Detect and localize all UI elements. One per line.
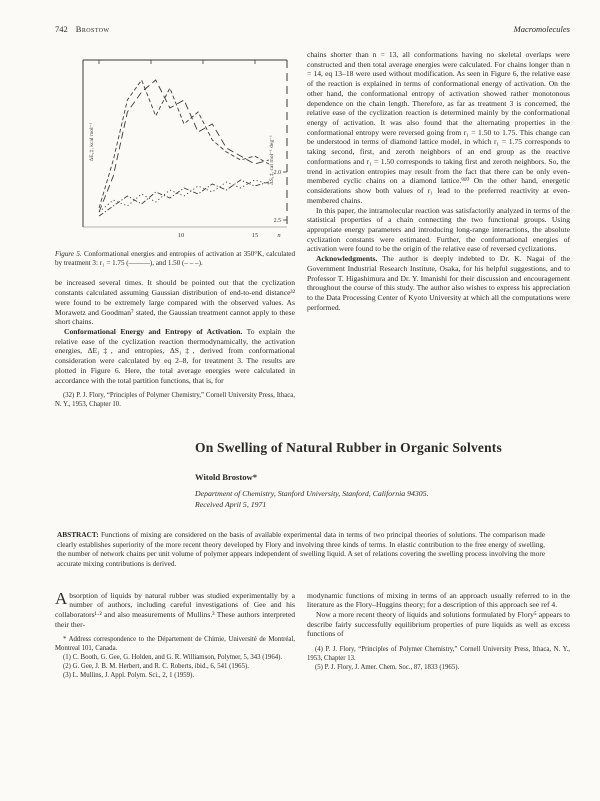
x-tick-label-15: 15: [251, 232, 259, 239]
article2-right-footnotes: [307, 646, 570, 672]
journal-name: Macromolecules: [513, 24, 570, 34]
footnote-3: (3) L. Mullins, J. Appl. Polym. Sci., 2, 1 (1959).: [63, 671, 195, 679]
paragraph: In this paper, the intramolecular reaction was satisfactorily analyzed in terms of the statistical properties of a chain connecting the two functional groups. Using appropriate energy parameters and introducing long-range interactions, the absolute cyclization constants were estimated. Further, the conformational energies of activation were found to be the origin of the relative ease of reversed cyclizations.: [307, 205, 570, 254]
paragraph-text: To explain the relative ease of the cyclization reaction thermodynamically, the activation energies, ΔE₁‡, and entropies, ΔS₁‡, derived from conformational consideration were calculated by eq 2–8, for treatment 3. The results are plotted in Figure 6. Here, the total average energies were calculated in accordance with the total partition functions, that is, for: [55, 327, 295, 385]
chart-series-line: [99, 180, 269, 216]
article1-columns: [55, 50, 570, 410]
article-title: On Swelling of Natural Rubber in Organic Solvents: [195, 440, 502, 455]
x-tick-label-10: 10: [177, 232, 185, 239]
acknowledgments-text: The author is deeply indebted to Dr. K. Nagai of the Government Industrial Research Institute, Osaka, for his helpful suggestions, and to Professor T. Higashimura and Dr. Y. Imanishi for their discussion and encouragement throughout the course of this study. The author also wishes to express his appreciation to the Data Processing Center of Kyoto University at which all the computations were performed.: [307, 254, 570, 312]
right-axis-label: ΔS₁‡, cal mol⁻¹ deg⁻¹: [269, 135, 275, 185]
article2-right-text: [307, 591, 570, 640]
right-tick-label-b: 2.5: [273, 218, 281, 224]
inline-section-heading: Conformational Energy and Entropy of Activation.: [64, 327, 243, 337]
article1-left-text: [55, 278, 295, 385]
abstract-text: Functions of mixing are considered on the basis of available experimental data in terms of two principal theories of solutions. The comparison made clearly establishes superiority of the more recent theory developed by Flory and involving three kinds of terms. In elastic contribution to the free energy of swelling, the number of network chains per unit volume of polymer appears independent of swelling liquid. A set of relations covering the swelling process involving the more accurate mixing contributions is derived.: [57, 530, 545, 568]
x-axis-label: n: [277, 232, 281, 239]
opening-paragraph: [55, 588, 295, 630]
paragraph: be increased several times. It should be pointed out that the cyclization constants calculated assuming Gaussian distribution of end-to-end distance³² were found to be extremely large compared with the observed values. As Morawetz and Goodman⁷ stated, the Gaussian treatment cannot apply to these short chains.: [55, 278, 295, 327]
article-affiliation: [195, 489, 570, 510]
article2-right-column: [307, 591, 570, 681]
affiliation-line: Department of Chemistry, Stanford University, Stanford, California 94305.: [195, 489, 429, 498]
figure-5-plot: [55, 50, 295, 240]
figure-5-caption-label: Figure 5.: [55, 250, 82, 258]
footnote-1: (1) C. Booth, G. Gee, G. Holden, and G. R. Williamson, Polymer, 5, 343 (1964).: [63, 654, 283, 662]
article2-left-footnotes: [55, 636, 295, 680]
abstract-label: ABSTRACT:: [57, 530, 99, 540]
article1-footnotes: [55, 392, 295, 410]
paragraph: chains shorter than n = 13, all conformations having no skeletal overlaps were constructed and then total average energies were calculated. For chains longer than n = 14, eq 13–18 were used without modification. As seen in Figure 6, the relative ease of the reaction is explained in terms of conformational energy of activation. On the other hand, the conformational entropy of activation showed rather monotonous dependence on the chain length. Therefore, as far as treatment 3 is concerned, the relative ease of the cyclization reaction is determined mainly by the conformational energy of activation. It was also found that the alternating properties in the conformational entropy were reversed going from r₁ = 1.50 to 1.75. This change can be understood in terms of diamond lattice model, in which r₁ = 1.75 corresponds to taking second, first, and zeroth neighbors of an end group as the reactive conformations and r₁ = 1.50 corresponds to taking first and zeroth neighbors. So, the trend in activation entropies may result from the fact that there can be only even-membered cyclic chains on a diamond lattice.⁹¹⁰ On the other hand, energetic considerations show both values of r₁ lead to the preferred reactivity at even-membered chains.: [307, 50, 570, 205]
article1-right-column: [307, 50, 570, 410]
received-date: Received April 5, 1971: [195, 499, 267, 509]
left-axis-label: ΔE₁‡, kcal mol⁻¹: [89, 122, 95, 162]
footnote-4: (4) P. J. Flory, “Principles of Polymer Chemistry,” Cornell University Press, Ithaca, N. Y., 1953, Chapter 13.: [307, 646, 570, 662]
footnote-correspondence: * Address correspondence to the Département de Chimie, Université de Montréal, Montreal 101, Canada.: [55, 636, 295, 653]
article-author: Witold Brostow*: [195, 472, 257, 482]
article2-left-column: [55, 588, 295, 681]
running-head: [55, 24, 570, 34]
chart-series-line: [99, 80, 269, 208]
footnote: (32) P. J. Flory, “Principles of Polymer Chemistry,” Cornell University Press, Ithaca, N. Y., 1953, Chapter 10.: [55, 392, 295, 409]
figure-5-caption: [55, 250, 295, 268]
article1-left-column: [55, 50, 295, 410]
chart-series-line: [99, 180, 269, 212]
page-number: 742: [55, 24, 68, 34]
article2: [55, 440, 570, 681]
paragraph: modynamic functions of mixing in terms of an approach usually referred to in the literature as the Flory–Huggins theory; for a description of this approach see ref 4.: [307, 590, 570, 610]
paragraph: [55, 327, 295, 385]
right-tick-label-a: 2.0: [273, 170, 281, 176]
footnote-2: (2) G. Gee, J. B. M. Herbert, and R. C. Roberts, ibid., 6, 541 (1965).: [63, 662, 249, 670]
footnote-5: (5) P. J. Flory, J. Amer. Chem. Soc., 87, 1833 (1965).: [315, 663, 460, 671]
article2-left-text: [55, 588, 295, 630]
paragraph-text: bsorption of liquids by natural rubber was studied experimentally by a number of authors, including careful investigations of Gee and his collaborators¹·² and also measurements of Mullins.³ These authors interpreted their ther-: [55, 590, 295, 629]
acknowledgments-heading: Acknowledgments.: [316, 254, 378, 264]
acknowledgments: [307, 254, 570, 312]
article2-columns: [55, 588, 570, 681]
chart-series-line: [99, 80, 269, 212]
figure-5-caption-text: Conformational energies and entropies of activation at 350°K, calculated by treatment 3: r₁ = 1.75 (———), and 1.50 (– – –).: [55, 250, 296, 268]
figure-5: [55, 50, 295, 268]
abstract: [57, 530, 545, 569]
paragraph: Now a more recent theory of liquids and solutions formulated by Flory⁵ appears to describe fairly successfully equilibrium properties of pure liquids as well as excess functions of: [307, 609, 570, 639]
running-author: Brostow: [75, 24, 110, 34]
drop-cap: A: [55, 588, 68, 608]
